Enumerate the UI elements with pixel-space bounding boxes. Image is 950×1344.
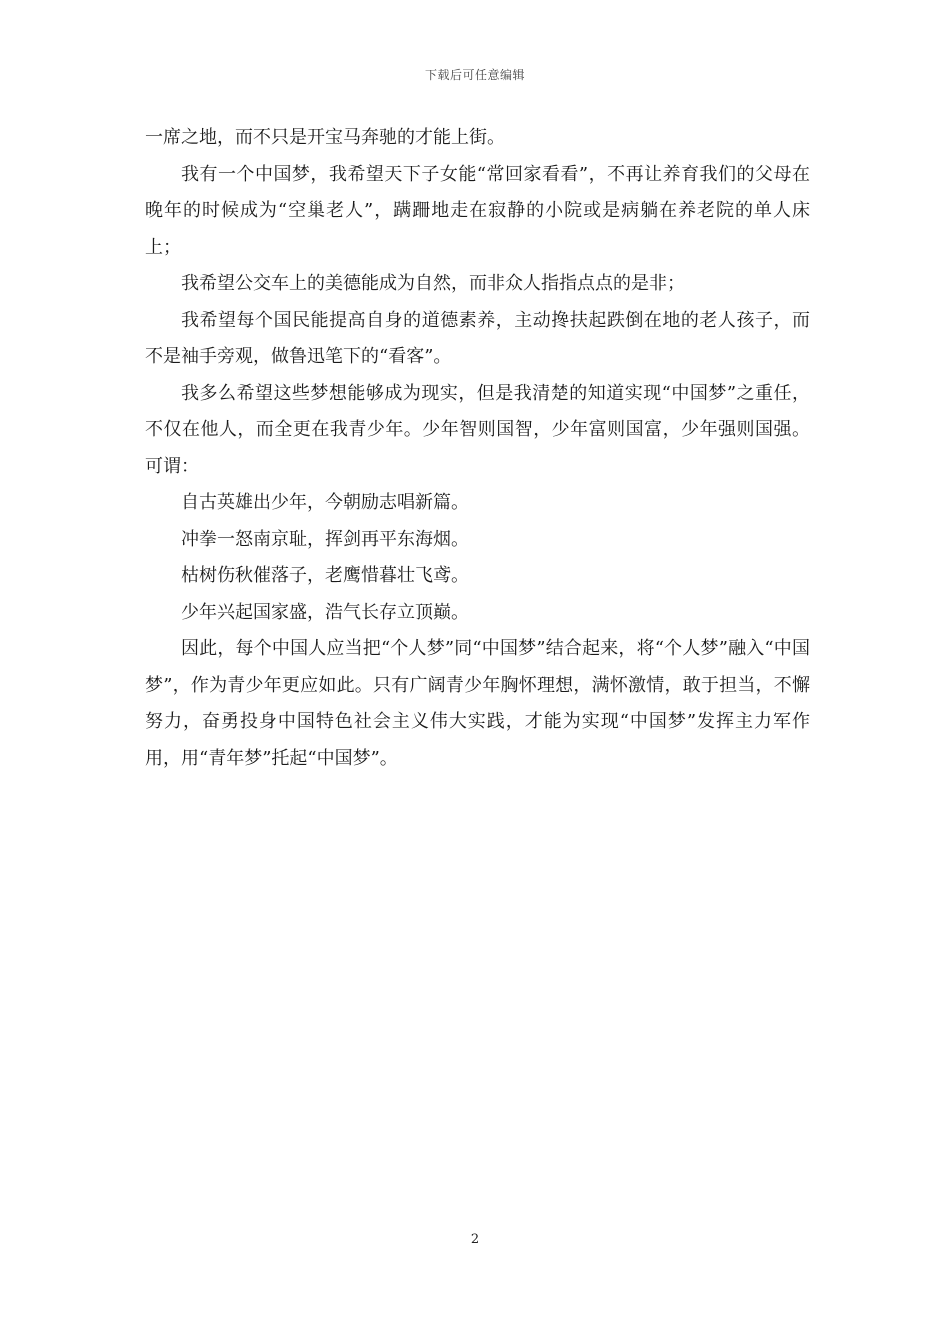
paragraph: 我有一个中国梦，我希望天下子女能“常回家看看”，不再让养育我们的父母在晚年的时候成为“空巢老人”，蹒跚地走在寂静的小院或是病躺在养老院的单人床上； — [145, 163, 810, 258]
poem-line: 少年兴起国家盛，浩气长存立顶巅。 — [181, 601, 469, 623]
paragraph: 我希望公交车上的美德能成为自然，而非众人指指点点的是非； — [181, 273, 685, 294]
paragraph: 我多么希望这些梦想能够成为现实，但是我清楚的知道实现“中国梦”之重任，不仅在他人，而全更在我青少年。少年智则国智，少年富则国富，少年强则国强。可谓： — [145, 382, 810, 477]
poem-line: 自古英雄出少年，今朝励志唱新篇。 — [181, 492, 469, 513]
paragraph: 一席之地，而不只是开宝马奔驰的才能上街。 — [145, 127, 505, 148]
paragraph: 我希望每个国民能提高自身的道德素养，主动搀扶起跌倒在地的老人孩子，而不是袖手旁观，做鲁迅笔下的“看客”。 — [145, 309, 810, 367]
paragraph: 因此，每个中国人应当把“个人梦”同“中国梦”结合起来，将“个人梦”融入“中国梦”，作为青少年更应如此。只有广阔青少年胸怀理想，满怀激情，敢于担当，不懈努力，奋勇投身中国特色社会主义伟大实践，才能为实现“中国梦”发挥主力军作用，用“青年梦”托起“中国梦”。 — [145, 638, 810, 769]
page-number: 2 — [470, 1232, 480, 1247]
poem-line: 冲拳一怒南京耻，挥剑再平东海烟。 — [181, 528, 469, 550]
poem-line: 枯树伤秋催落子，老鹰惜暮壮飞鸢。 — [181, 565, 469, 586]
page-header: 下载后可任意编辑 — [424, 68, 525, 82]
document-body — [145, 120, 810, 777]
